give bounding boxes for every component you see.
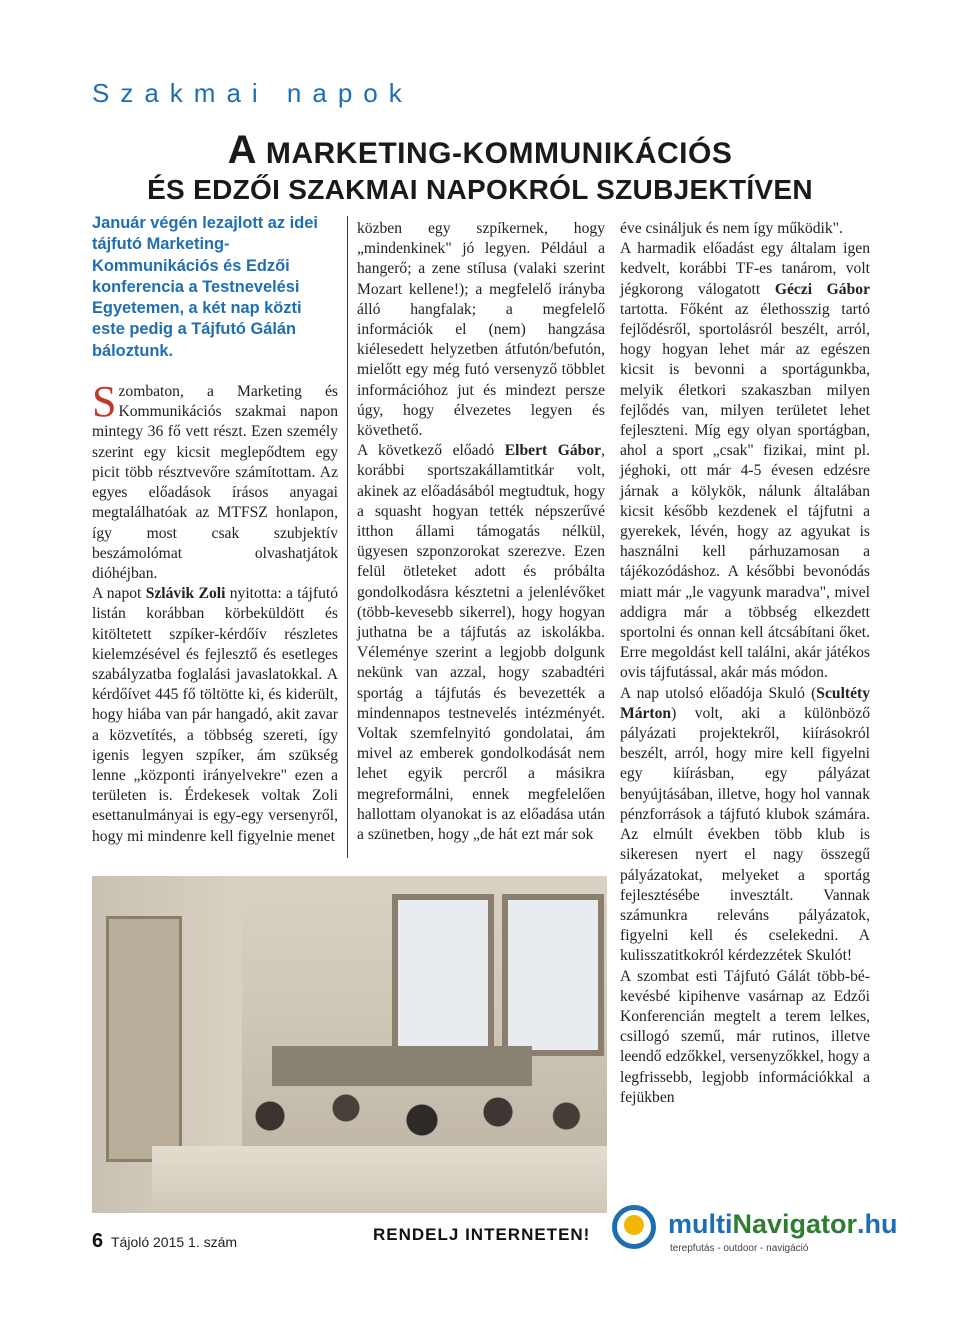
conference-photo — [92, 876, 607, 1213]
section-label: Szakmai napok — [92, 78, 413, 108]
speaker-name: Géczi Gábor — [774, 280, 870, 298]
paragraph-6: A szombat esti Tájfutó Gálát több-bé-kevésbé kipihenve vasárnap az Edzői Konferencián megtelt a terem lelkes, csillogó szemű, már rutinos, illetve leendő edzőkkel, versenyzőkkel, hogy a legfrissebb, legjobb információkkal a fejükben — [620, 967, 870, 1106]
speaker-name: Elbert Gábor — [504, 442, 602, 460]
compass-center-icon — [624, 1215, 644, 1235]
paragraph-1 — [92, 377, 338, 584]
brand-part: .hu — [857, 1209, 898, 1239]
p5-b: ) volt, aki a különböző pályázati projektekről, kiírásokról beszélt, arról, hogy mire kell figyelni egy kiírásban, egy pályázat benyújtásában, illetve, hogy hol vannak pénzforrások a tájfutó klubok számára. Az elmúlt években több klub is sikeresen nyert el nagy összegű pályázatokat, melyeket a sportág fejlesztésébe invesztált. Vannak számunkra releváns pályázatok, figyelni kell és cselekedni. A kulisszatitkokról kérdezzétek Skulót! — [620, 704, 870, 965]
article-lead: Január végén lezajlott az idei tájfutó Marketing-Kommunikációs és Edzői konferencia a Testnevelési Egyetemen, a két nap közti este pedig a Tájfutó Gálán báloztunk. — [92, 214, 318, 360]
p2-b: nyitotta: a tájfutó listán korábban körbeküldött és kitöltetett szpíker-kérdőív részletes kielemzésével és fejlesztő és esetleges szabályzatba foglalási javaslatokkal. A kérdőívet 445 fő töltötte ki, és kiderült, hogy hiába van pár hangadó, akit zavar a közvetítés, a többség szereti, így igenis legyen szpíker, ám szükség lenne „központi irányelvekre" ezen a területen is. Érdekesek voltak Zoli esettanulmányai is egy-egy versenyről, hogy mi mindenre kell figyelnie menet — [92, 585, 338, 845]
paragraph-2 — [357, 219, 605, 441]
title-rest: MARKETING-KOMMUNIKÁCIÓS — [257, 137, 733, 170]
p4-a: A harmadik előadást egy általam igen kedvelt, korábbi TF-es tanárom, volt jégkorong válogatott — [620, 240, 870, 298]
paragraph-3 — [620, 219, 870, 239]
column-divider — [347, 216, 348, 858]
dropcap: S — [92, 377, 117, 427]
brand-part: Navigator — [732, 1209, 858, 1239]
page-number: 6 — [92, 1230, 104, 1252]
p2-a: A napot — [92, 585, 146, 603]
article-title-line1 — [0, 128, 960, 173]
p3-b: éve csináljuk és nem így működik". — [620, 220, 843, 237]
brand-part: multi — [668, 1209, 733, 1239]
paragraph-4 — [620, 239, 870, 683]
column-2 — [357, 219, 605, 845]
p4-b: tartotta. Főként az élethosszig tartó fejlődésről, sportolásról beszélt, arról, hogy hogyan lehet már az egészen kicsit is bevonni a sportágunkba, melyik életkori szakaszban milyen fejlődés van, milyen területet lehet fejleszteni. Míg egy olyan sportágban, ahol a sport „csak" fizikai, mint pl. jéghoki, ott már 4-5 évesen edzésre járnak a kölykök, nálunk általában kicsit később kezdenek el tájfutni a gyerekek, lévén, hogy az agyukat is használni kell párhuzamosan a tájékozódáshoz. A későbbi bevonódás miatt már „le vagyunk maradva", mivel addigra már a többség elkezdett sportolni és onnan kell átcsábítani őket. Erre megoldást kell találni, akár játékos ovis tájfutással, akár más módon. — [620, 300, 870, 682]
speaker-name: Scultéty Márton — [620, 684, 870, 722]
photo-window — [502, 894, 604, 1056]
p5-a: A nap utolsó előadója Skuló ( — [620, 684, 817, 702]
brand-tagline: terepfutás - outdoor - navigáció — [670, 1243, 809, 1254]
p2-b: közben egy szpíkernek, hogy „mindenkinek" jó legyen. Például a hangerő; a zene stílusa (valaki szerint Mozart kellene!); a megfelelő irányba álló hangfalak; a megfelelő információk el (nem) hangzása kiélesedett helyzetben átfutón/befutón, mielőtt egy még futó versenyző többlet információhoz jut és mindezt persze úgy, hogy élvezetes legyen és követhető. — [357, 220, 605, 440]
p1-text: zombaton, a Marketing és Kommunikációs szakmai napon mintegy 36 fő vett részt. Ezen személy szerint egy kicsit meglepődtem egy picit több résztvevőre számítottam. Az egyes előadások írásos anyagai megtalálhatóak az MTFSZ honlapon, így most csak szubjektív beszámolómat olvashatjátok dióhéjban. — [92, 383, 338, 582]
photo-table — [152, 1146, 607, 1213]
p3-b: , korábbi sportszakállamtitkár volt, akinek az előadásából megtudtuk, hogy a squasht hogyan tették népszerűvé itthon állami támogatás nélkül, ügyesen szponzorokat szerezve. Ezen felül ötleteket adott és próbálta gondolkodásra késztetni a jelenlévőket (több-kevesebb sikerrel), hogy hogyan juthatna be a tájfutás az iskolákba. Véleménye szerint a legjobb dolgunk nekünk van azzal, hogy szabadtéri sportág a tájfutás és bevezették a mindennapos testnevelés intézményét. Voltak szemfelnyitó gondolatai, ám mivel az emberek gondolkodását nem lehet egyik percről a másikra megreformálni, ennek megfelelően hallottam olyanokat is az előadása után a szünetben, hogy „de hát ezt már sok — [357, 442, 605, 844]
speaker-name: Szlávik Zoli — [145, 585, 226, 603]
paragraph-5 — [620, 684, 870, 967]
ad-call-to-action[interactable]: RENDELJ INTERNETEN! — [373, 1225, 591, 1244]
brand-name — [668, 1209, 898, 1240]
paragraph-3 — [357, 441, 605, 845]
photo-audience — [232, 1076, 607, 1156]
photo-window — [392, 894, 494, 1056]
magazine-issue: Tájoló 2015 1. szám — [111, 1234, 238, 1250]
title-initial: A — [227, 128, 258, 172]
p3-a: A következő előadó — [357, 442, 505, 460]
photo-door — [106, 916, 182, 1162]
column-3 — [620, 219, 870, 1108]
paragraph-2 — [92, 584, 338, 847]
multinavigator-logo[interactable] — [612, 1205, 912, 1265]
article-title-line2: ÉS EDZŐI SZAKMAI NAPOKRÓL SZUBJEKTÍVEN — [147, 174, 813, 205]
column-1 — [92, 213, 338, 847]
